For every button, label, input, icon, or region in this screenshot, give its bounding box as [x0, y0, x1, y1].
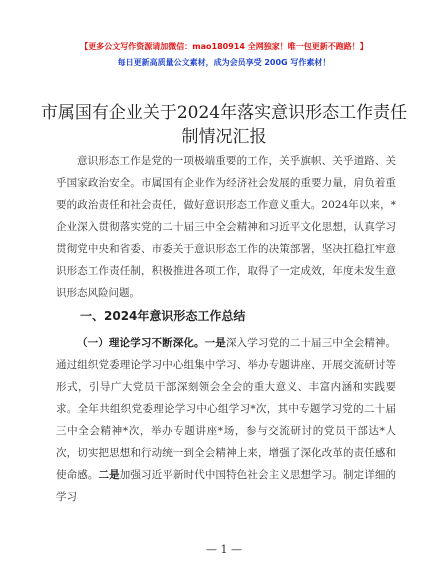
section-heading: 一、2024年意识形态工作总结: [80, 309, 246, 323]
point-two-text: 加强习近平新时代中国特色社会主义思想学习。制定详细的学习: [56, 469, 397, 503]
intro-paragraph: 意识形态工作是党的一项极端重要的工作，关乎旗帜、关乎道路、关乎国家政治安全。市属国有企业作为经济社会发展的重要力量，肩负着重要的政治责任和社会责任，做好意识形态工作意义重大。2024年以来，*企业深入贯彻落实党的二十届三中全会精神和习近平文化思想，认真学习贯彻党中央和省委、市委关于意识形态工作的决策部署，坚决扛稳扛牢意识形态工作责任制，积极推进各项工作，取得了一定成效，年度未发生意识形态风险问题。: [56, 155, 396, 299]
subsection-label: （一）理论学习不断深化。: [77, 337, 205, 349]
section-paragraph: [56, 332, 396, 508]
page-number: — 1 —: [206, 543, 242, 556]
point-two-label: 二是: [98, 469, 120, 481]
document-title: 市属国有企业关于2024年落实意识形态工作责任制情况汇报: [40, 103, 408, 147]
promo-banner-line-2: 每日更新高质量公文素材，成为会员享受 200G 写作素材！: [117, 58, 331, 67]
point-one-text: 深入学习党的二十届三中全会精神。通过组织党委理论学习中心组集中学习、举办专题讲座、开展交流研讨等形式，引导广大党员干部深刻领会全会的重大意义、丰富内涵和实践要求。全年共组织党委理论学习中心组学习*次，其中专题学习党的二十届三中全会精神*次，举办专题讲座*场，参与交流研讨的党员干部达*人次，切实把思想和行动统一到全会精神上来，增强了深化改革的责任感和使命感。: [56, 337, 397, 481]
point-one-label: 一是: [204, 337, 226, 349]
promo-banner-line-1: 【更多公文写作资源请加微信：mao180914 全网独家！唯一包更新不跑路！】: [80, 42, 368, 51]
